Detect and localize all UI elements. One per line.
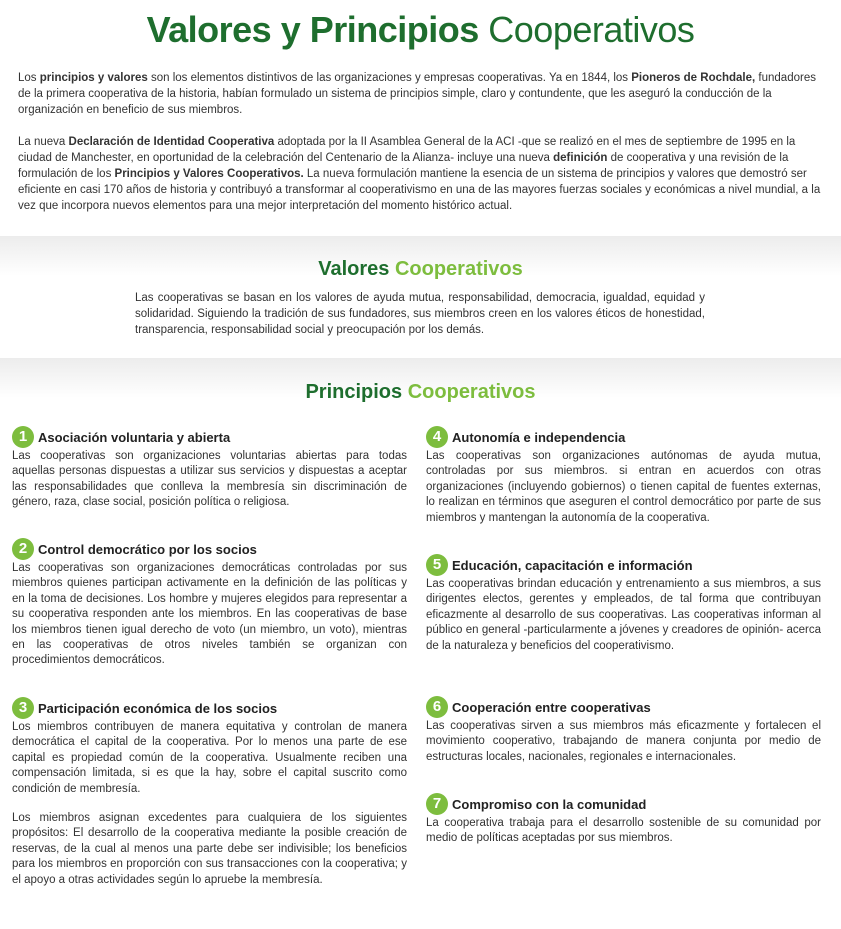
text-run: La nueva formulación mantiene la esencia de un sistema de principios y valores que demostró ser eficiente en casi 170 años de historia y contribuyó a transformar al cooperativismo en una de las mayores fuerzas sociales y económicas a nivel mundial, a la vez que incorpora nuevos elementos para una mejor interpretación del momento histórico actual. bbox=[18, 168, 821, 212]
text-run: adoptada por la II Asamblea General de la ACI -que se realizó en el mes de septiembre de 1995 en la ciudad de Manchester, en oportunidad de la celebración del Centenario de la Alianza- incluye una nueva bbox=[18, 136, 796, 164]
principle-title: Cooperación entre cooperativas bbox=[452, 700, 651, 715]
principle-text: Las cooperativas son organizaciones democráticas controladas por sus miembros quienes participan activamente en la definición de las políticas y en la toma de decisiones. Los hombre y mujeres elegidos para representar a su cooperativa responden ante los miembros. En las cooperativas de base los miembros tienen igual derecho de voto (un miembro, un voto), mientras en las cooperativas de otros niveles también se organizan con procedimientos democráticos. bbox=[12, 562, 407, 667]
number-badge: 7 bbox=[426, 793, 448, 815]
principle-3 bbox=[12, 697, 407, 888]
number-badge: 5 bbox=[426, 554, 448, 576]
principle-6 bbox=[426, 696, 821, 765]
principle-2 bbox=[12, 538, 407, 669]
principle-title: Participación económica de los socios bbox=[38, 701, 278, 716]
principle-title: Educación, capacitación e información bbox=[452, 558, 693, 573]
page-title-light: Cooperativos bbox=[488, 9, 695, 50]
text-run: La nueva bbox=[18, 136, 69, 148]
principle-text: Los miembros asignan excedentes para cualquiera de los siguientes propósitos: El desarrollo de la cooperativa mediante la posible creación de reservas, de la cual al menos una parte debe ser indivisible; los beneficios para los miembros en proporción con sus transacciones con la cooperativa; y el apoyo a otras actividades según lo apruebe la membresía. bbox=[12, 812, 407, 886]
text-run: Los bbox=[18, 72, 40, 84]
principios-heading: Principios Cooperativos bbox=[305, 381, 536, 403]
number-badge: 3 bbox=[12, 697, 34, 719]
principle-text: Las cooperativas brindan educación y entrenamiento a sus miembros, a sus dirigentes electos, gerentes y empleados, de tal forma que contribuyan eficazmente al desarrollo de sus cooperativas. Las cooperativas informan al público en general -particularmente a jóvenes y creadores de opinión- acerca de la naturaleza y beneficios del cooperativismo. bbox=[426, 578, 821, 652]
number-badge: 4 bbox=[426, 426, 448, 448]
principle-4 bbox=[426, 426, 821, 526]
number-badge: 1 bbox=[12, 426, 34, 448]
bold-text: principios y valores bbox=[39, 72, 148, 84]
principle-text: Las cooperativas son organizaciones autónomas de ayuda mutua, controladas por sus miembros. si entran en acuerdos con otras organizaciones (incluyendo gobiernos) o tienen capital de fuentes externas, lo realizan en términos que aseguren el control democrático por parte de sus miembros y mantengan la autonomía de la cooperativa. bbox=[426, 450, 821, 524]
number-badge: 6 bbox=[426, 696, 448, 718]
principle-title: Asociación voluntaria y abierta bbox=[38, 430, 231, 445]
principle-text: Las cooperativas son organizaciones voluntarias abiertas para todas aquellas personas dispuestas a utilizar sus servicios y dispuestas a aceptar las responsabilidades que conlleva la membresía sin discriminación de género, raza, clase social, posición política o religiosa. bbox=[12, 450, 407, 509]
page-title bbox=[0, 8, 841, 52]
bold-text: Principios y Valores Cooperativos. bbox=[114, 168, 304, 180]
principle-7 bbox=[426, 793, 821, 847]
number-badge: 2 bbox=[12, 538, 34, 560]
bold-text: Declaración de Identidad Cooperativa bbox=[68, 136, 275, 148]
principle-title: Control democrático por los socios bbox=[38, 542, 257, 557]
valores-text: Las cooperativas se basan en los valores de ayuda mutua, responsabilidad, democracia, igualdad, equidad y solidaridad. Siguiendo la tradición de sus fundadores, sus miembros creen en los valores éticos de honestidad, transparencia, responsabilidad social y preocupación por los demás. bbox=[135, 292, 705, 336]
principle-5 bbox=[426, 554, 821, 654]
text-run: fundadores de la primera cooperativa de la historia, habían formulado un sistema de principios simple, claro y contundente, que les aseguró la conducción de la organización en beneficio de sus miembros. bbox=[18, 72, 816, 116]
bold-text: definición bbox=[553, 152, 608, 164]
valores-heading: Valores Cooperativos bbox=[318, 258, 523, 280]
intro-paragraph-2 bbox=[18, 134, 823, 214]
principle-text: Los miembros contribuyen de manera equitativa y controlan de manera democrática el capital de la cooperativa. Por lo menos una parte de ese capital es propiedad común de la cooperativa. Usualmente reciben una compensación limitada, si es que la hay, sobre el capital suscrito como condición de membresía. bbox=[12, 721, 407, 795]
text-run: de cooperativa y una revisión de la formulación de los bbox=[18, 152, 789, 180]
principle-1 bbox=[12, 426, 407, 511]
bold-text: Pioneros de Rochdale, bbox=[631, 72, 756, 84]
principle-text: La cooperativa trabaja para el desarrollo sostenible de su comunidad por medio de políticas aceptadas por sus miembros. bbox=[426, 817, 821, 845]
intro-paragraph-1 bbox=[18, 70, 823, 118]
principle-text: Las cooperativas sirven a sus miembros más eficazmente y fortalecen el movimiento cooperativo, trabajando de manera conjunta por medio de estructuras locales, nacionales, regionales e internacionales. bbox=[426, 720, 821, 763]
principle-title: Autonomía e independencia bbox=[452, 430, 626, 445]
principle-title: Compromiso con la comunidad bbox=[452, 797, 647, 812]
page-title-bold: Valores y Principios bbox=[146, 9, 479, 50]
text-run: son los elementos distintivos de las organizaciones y empresas cooperativas. Ya en 1844, los bbox=[147, 72, 632, 84]
